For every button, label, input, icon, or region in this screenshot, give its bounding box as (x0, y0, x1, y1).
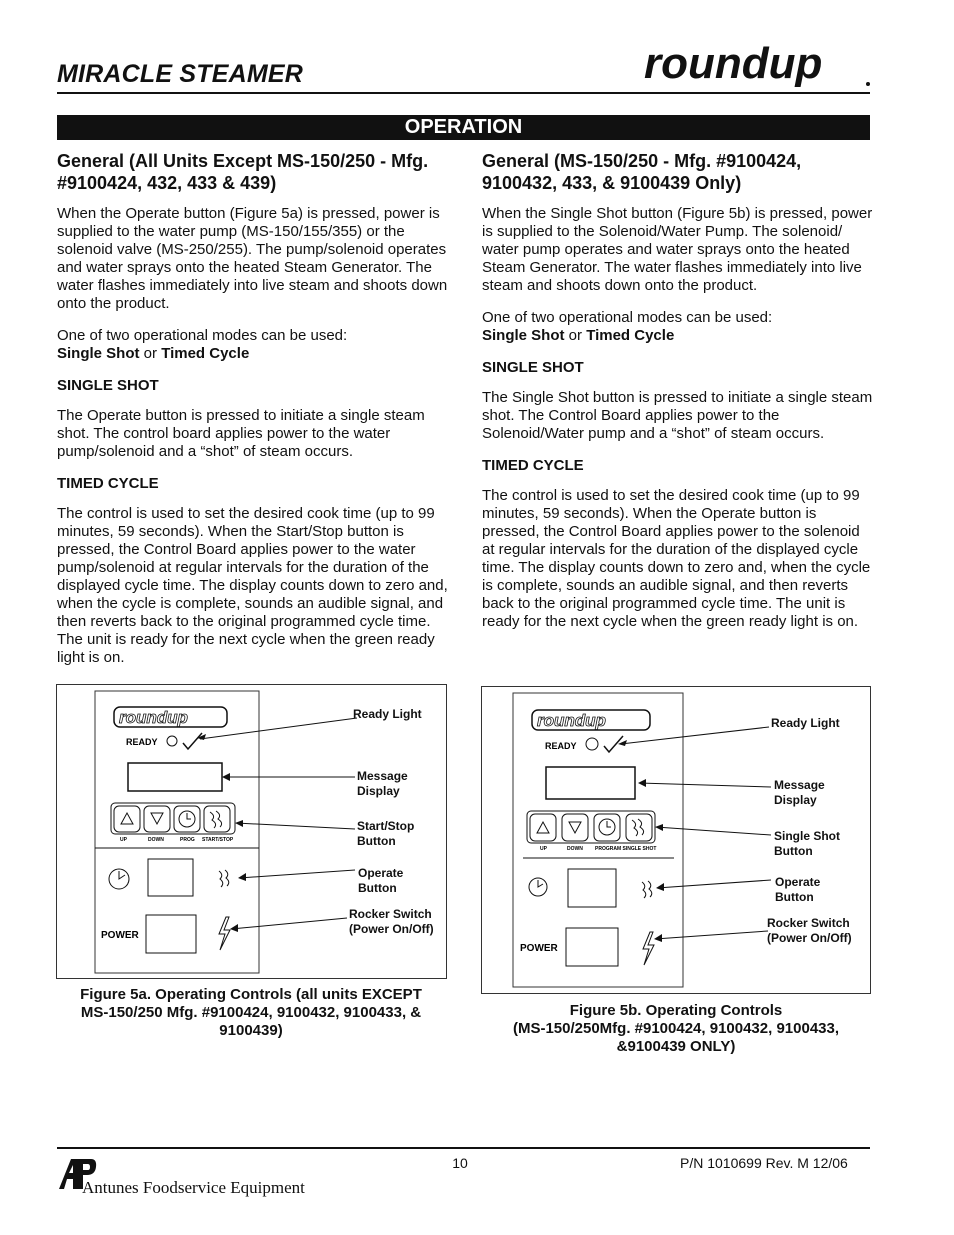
figure-5b (481, 686, 871, 994)
figure-5a-caption: Figure 5a. Operating Controls (all units EXCEPT MS-150/250 Mfg. #9100424, 9100432, 9100433, & 9100439) (80, 986, 422, 1039)
part-number: P/N 1010699 Rev. M 12/06 (680, 1155, 848, 1171)
left-heading: General (All Units Except MS-150/250 - Mfg. #9100424, 432, 433 & 439) (57, 151, 429, 193)
right-single-shot-heading: SINGLE SHOT (482, 359, 584, 376)
svg-text:DOWN: DOWN (148, 837, 164, 843)
figure-5b-caption: Figure 5b. Operating Controls (MS-150/250Mfg. #9100424, 9100432, 9100433, &9100439 ONLY) (512, 1002, 840, 1055)
operate-button-diagram (148, 859, 193, 896)
label-single-shot: Single Shot Button (774, 829, 840, 858)
document-title: MIRACLE STEAMER (57, 60, 304, 88)
label-operate: Operate Button (358, 866, 404, 895)
roundup-logo (640, 40, 875, 90)
svg-text:DOWN: DOWN (567, 846, 583, 852)
page-number: 10 (452, 1155, 468, 1171)
label-operate: Operate Button (775, 875, 821, 904)
svg-text:START/STOP: START/STOP (202, 837, 234, 843)
left-timed-text: The control is used to set the desired cook time (up to 99 minutes, 59 seconds). When the Start/Stop button is pressed, the Control Board applies power to the water pump/solenoid at regular intervals for the duration of the displayed cycle time. The display counts down to zero and, when the cycle is complete, sounds an audible signal, and then reverts back to the original programmed cycle time. The unit is ready for the next cycle when the green ready light is on. (57, 505, 448, 666)
label-start-stop: Start/Stop Button (357, 819, 415, 848)
svg-text:roundup: roundup (537, 711, 606, 730)
label-rocker-switch: Rocker Switch (Power On/Off) (349, 907, 434, 936)
svg-text:roundup: roundup (119, 708, 188, 727)
svg-text:roundup: roundup (644, 40, 823, 88)
right-column (482, 150, 874, 645)
label-rocker-switch: Rocker Switch (Power On/Off) (767, 916, 852, 945)
operate-button-diagram (568, 869, 616, 907)
figure-5a (56, 684, 447, 979)
svg-text:PROG: PROG (180, 837, 195, 843)
message-display (546, 767, 635, 799)
svg-text:UP: UP (540, 846, 547, 852)
label-ready-light: Ready Light (353, 707, 422, 721)
section-title: OPERATION (404, 116, 523, 138)
right-single-shot-text: The Single Shot button is pressed to initiate a single steam shot. The Control Board applies power to the Solenoid/Water pump and a “shot” of steam occurs. (482, 389, 873, 442)
left-intro: When the Operate button (Figure 5a) is pressed, power is supplied to the water pump (MS-150/155/355) or the solenoid valve (MS-250/255). The pump/solenoid operates and water sprays onto the heated Steam Generator. The water flashes immediately into live steam and shoots down onto the product. (57, 205, 448, 312)
left-single-shot-heading: SINGLE SHOT (57, 377, 159, 394)
left-column (57, 150, 449, 681)
svg-text:READY: READY (126, 737, 158, 747)
right-intro: When the Single Shot button (Figure 5b) is pressed, power is supplied to the Solenoid/Water Pump. The solenoid/ water pump operates and water sprays onto the heated Steam Generator. The water flashes immediately into live steam and shoots down onto the product. (482, 205, 873, 294)
left-modes: One of two operational modes can be used: Single Shot or Timed Cycle (57, 327, 348, 362)
right-timed-heading: TIMED CYCLE (482, 457, 584, 474)
svg-text:POWER: POWER (520, 943, 558, 954)
left-single-shot-text: The Operate button is pressed to initiate a single steam shot. The control board applies power to the water pump/solenoid and a “shot” of steam occurs. (57, 407, 425, 460)
svg-text:READY: READY (545, 741, 577, 751)
header-rule (57, 92, 870, 94)
company-name: Antunes Foodservice Equipment (82, 1178, 305, 1197)
left-timed-heading: TIMED CYCLE (57, 475, 159, 492)
right-timed-text: The control is used to set the desired cook time (up to 99 minutes, 59 seconds). When the Operate button is pressed, the Control Board applies power to the solenoid at regular intervals for the duration of the displayed cycle time. The display counts down to zero and, when the cycle is complete, sounds an audible signal, and then reverts back to the original programmed cycle time. The unit is ready for the next cycle when the green ready light is on. (482, 487, 871, 630)
right-modes: One of two operational modes can be used: Single Shot or Timed Cycle (482, 309, 773, 344)
svg-text:POWER: POWER (101, 930, 139, 941)
message-display (128, 763, 222, 791)
label-ready-light: Ready Light (771, 716, 840, 730)
footer-rule (57, 1147, 870, 1149)
section-bar (57, 115, 870, 140)
rocker-switch-diagram (146, 915, 196, 953)
svg-text:UP: UP (120, 837, 127, 843)
label-message-display: Message Display (774, 778, 825, 807)
svg-text:PROGRAM SINGLE SHOT: PROGRAM SINGLE SHOT (595, 846, 657, 852)
label-message-display: Message Display (357, 769, 408, 798)
right-heading: General (MS-150/250 - Mfg. #9100424, 9100432, 433, & 9100439 Only) (482, 151, 802, 193)
rocker-switch-diagram (566, 928, 618, 966)
